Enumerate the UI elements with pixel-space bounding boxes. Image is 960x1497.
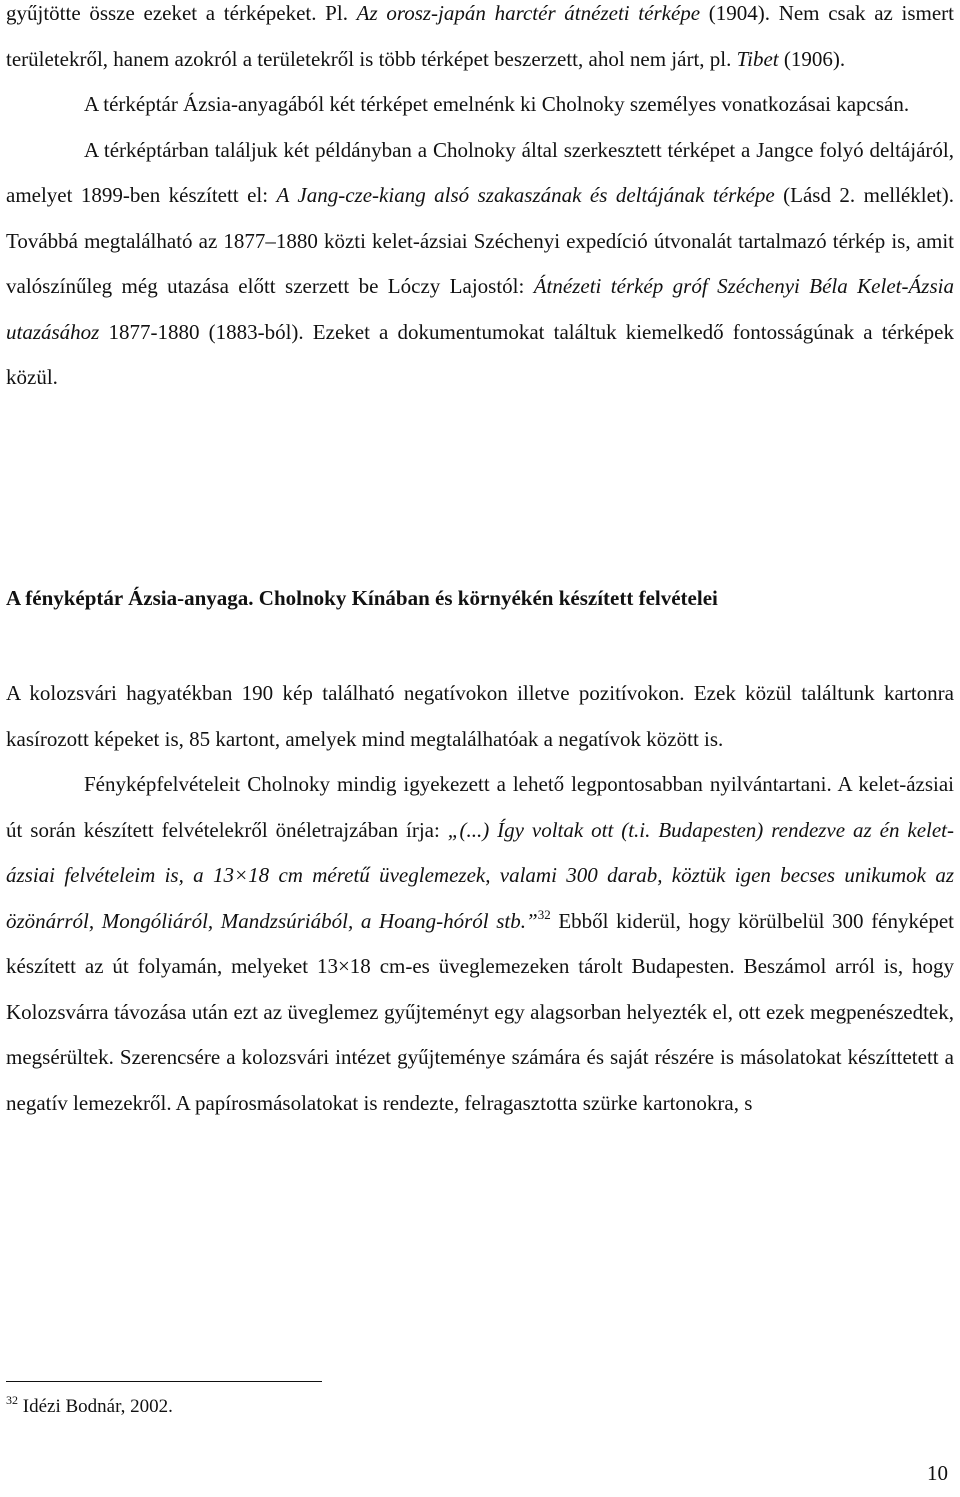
section-heading: A fényképtár Ázsia-anyaga. Cholnoky Kínában és környékén készített felvételei <box>6 586 718 610</box>
paragraph-continuation <box>6 0 954 82</box>
text-run: A térképtárban találjuk két példányban a Cholnoky által szerkesztett térképet a Jangce folyó deltájáról, amelyet 1899-ben készített el: <box>6 137 954 207</box>
footnote-reference[interactable]: 32 <box>537 906 551 922</box>
footnote-separator <box>6 1381 322 1382</box>
footnote <box>6 1393 173 1418</box>
text-run: 1877-1880 (1883-ból). Ezeket a dokumentumokat találtuk kiemelkedő fontosságúnak a térképek közül. <box>6 319 954 389</box>
page-number: 10 <box>927 1461 948 1485</box>
footnote-text: Idézi Bodnár, 2002. <box>18 1396 173 1417</box>
text-run: Fényképfelvételeit Cholnoky mindig igyekezett a lehető legpontosabban nyilvántartani. A kelet-ázsiai út során készített felvételekről önéletrajzában írja: <box>6 772 954 842</box>
quotation-italic: „(...) Így voltak ott (t.i. Budapesten) rendezve az én kelet-ázsiai felvételeim is, a 13×18 cm méretű üveglemezek, valami 300 darab, köztük igen becses unikumok az özönárról, Mongóliáról, Mandzsúriából, a Hoang-hóról stb.” <box>6 817 955 933</box>
map-title-italic: A Jang-cze-kiang alsó szakaszának és deltájának térképe <box>276 183 775 207</box>
text-run: (Lásd 2. melléklet). Továbbá megtalálható az 1877–1880 közti kelet-ázsiai Széchenyi expedíció útvonalát tartalmazó térkép is, amit valószínűleg még utazása előtt szerzett be Lóczy Lajostól: <box>6 183 954 298</box>
body-text-lower <box>6 671 954 1126</box>
text-run: (1906). <box>778 46 846 71</box>
paragraph <box>6 762 954 1126</box>
paragraph: A térképtár Ázsia-anyagából két térképet emelnénk ki Cholnoky személyes vonatkozásai kapcsán. <box>84 92 910 116</box>
text-run: (1904). Nem csak az ismert területekről, hanem azokról a területekről is több térképet beszerzett, ahol nem járt, pl. <box>6 1 955 71</box>
paragraph <box>6 128 954 401</box>
map-title-italic: Tibet <box>736 46 779 71</box>
body-text-upper <box>6 0 954 401</box>
footnote-number: 32 <box>6 1393 18 1407</box>
map-title-italic: Átnézeti térkép gróf Széchenyi Béla Kelet-Ázsia utazásához <box>6 274 954 344</box>
text-run: Ebből kiderül, hogy körülbelül 300 fényképet készített az út folyamán, melyeket 13×18 cm-es üveglemezeken tárolt Budapesten. Beszámol arról is, hogy Kolozsvárra távozása után ezt az üveglemez gyűjteményt egy alagsorban helyezték el, ott ezek megpenészedtek, megsérültek. Szerencsére a kolozsvári intézet gyűjteménye számára és saját részére is másolatokat készíttetett a negatív lemezekről. A papírosmásolatokat is rendezte, felragasztotta szürke kartonokra, s <box>6 908 954 1115</box>
map-title-italic: Az orosz-japán harctér átnézeti térképe <box>356 1 701 25</box>
paragraph: A kolozsvári hagyatékban 190 kép található negatívokon illetve pozitívokon. Ezek közül találtunk kartonra kasírozott képeket is, 85 kartont, amelyek mind megtalálhatóak a negatívok között is. <box>6 681 954 751</box>
text-run: gyűjtötte össze ezeket a térképeket. Pl. <box>6 1 357 25</box>
